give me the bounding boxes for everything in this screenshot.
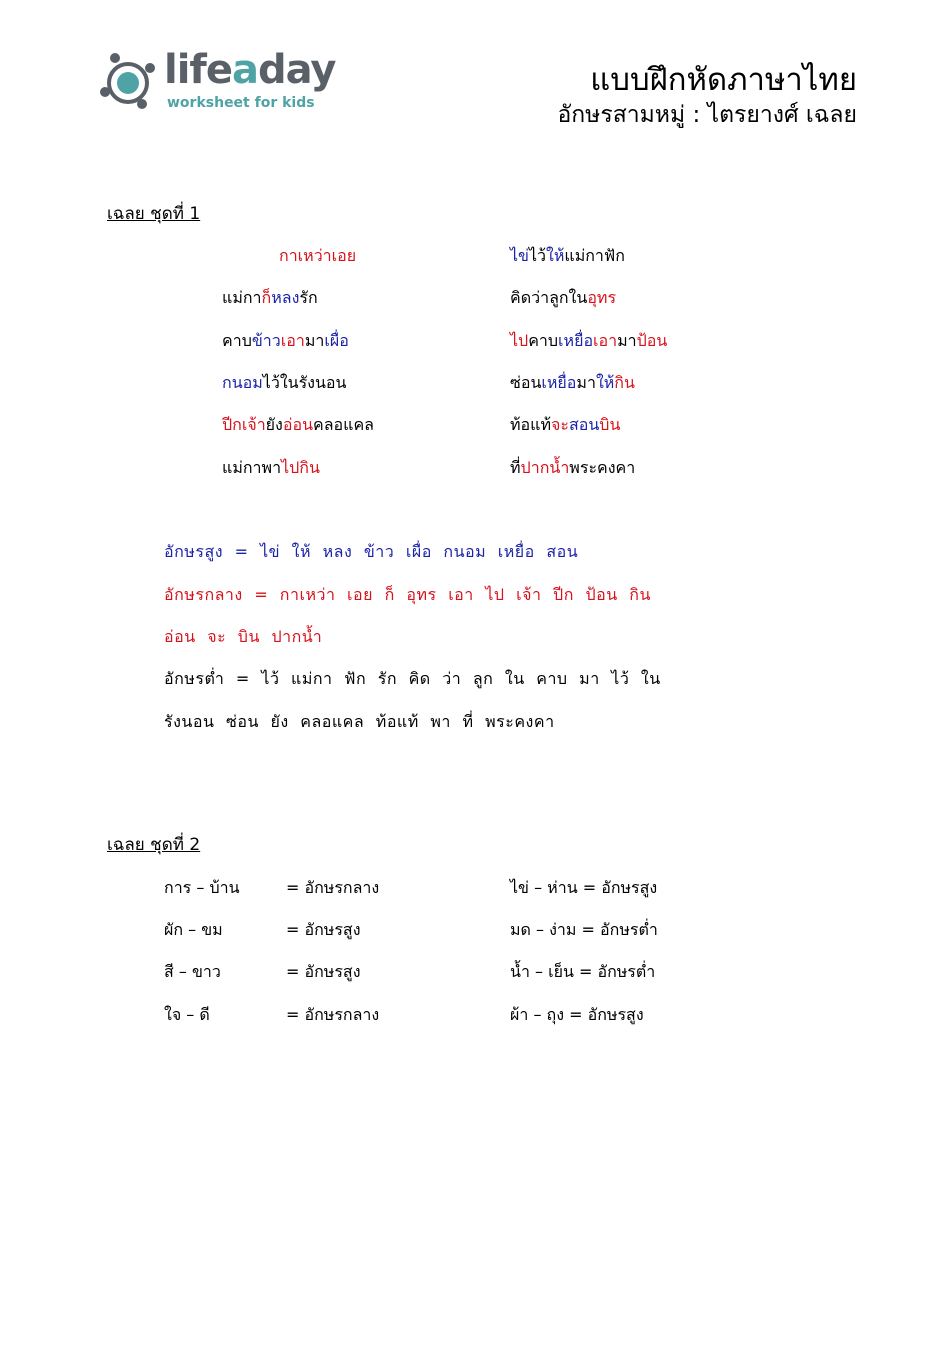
poem-word: เหยื่อ [558, 331, 594, 350]
poem-line-left [279, 245, 356, 267]
pair-right: ไข่ – ห่าน = อักษรสูง [510, 878, 658, 897]
poem-word: บิน [599, 415, 621, 434]
poem-line-right [510, 372, 635, 394]
poem-word: ปีก [222, 415, 242, 434]
poem-word: คาบ [222, 331, 252, 350]
poem-line-right [510, 287, 616, 309]
poem-word: ให้ [595, 373, 615, 392]
poem-word: เหยื่อ [541, 373, 577, 392]
poem-word: แม่กาพา [222, 458, 282, 477]
molecule-logo-icon [98, 50, 160, 114]
poem-word: แม่กาฟัก [564, 246, 625, 265]
summary-line: รังนอน ซ่อน ยัง คลอแคล ท้อแท้ พา ที่ พระคงคา [164, 712, 555, 731]
poem-word: เอา [593, 331, 618, 350]
poem-line-left [222, 287, 318, 309]
poem-word: อ่อน [282, 415, 314, 434]
poem-word: ท้อแท้ [510, 415, 552, 434]
section-2-heading: เฉลย ชุดที่ 2 [107, 835, 201, 855]
summary-line: อักษรกลาง = กาเหว่า เอย ก็ อุทร เอา ไป เจ้า ปีก ป้อน กิน [164, 585, 651, 604]
poem-line-left [222, 414, 374, 436]
poem-word: ไว้ในรังนอน [262, 373, 347, 392]
pair-answer: = อักษรสูง [286, 920, 361, 939]
poem-word: ข้าว [251, 331, 281, 350]
summary-line: อักษรสูง = ไข่ ให้ หลง ข้าว เผื่อ กนอม เหยื่อ สอน [164, 542, 579, 561]
poem-word: คาบ [528, 331, 559, 350]
poem-word: เจ้า [241, 415, 266, 434]
page-title: แบบฝึกหัดภาษาไทย [590, 62, 857, 98]
pair-answer: = อักษรกลาง [286, 1005, 380, 1024]
logo-wordmark: lifeaday [164, 47, 336, 93]
summary-line: อ่อน จะ บิน ปากน้ำ [164, 627, 323, 646]
poem-word: แม่กา [222, 288, 262, 307]
logo-tagline: worksheet for kids [167, 95, 315, 111]
poem-word: กาเหว่าเอย [279, 246, 357, 265]
pair-answer: = อักษรสูง [286, 962, 361, 981]
poem-word: อุทร [587, 288, 617, 307]
poem-word: จะ [551, 415, 569, 434]
poem-word: กนอม [222, 373, 263, 392]
pair-right: น้ำ – เย็น = อักษรต่ำ [510, 962, 656, 981]
pair-answer: = อักษรกลาง [286, 878, 380, 897]
poem-word: คิดว่าลูกใน [510, 288, 588, 307]
poem-word: ไปกิน [281, 458, 320, 477]
poem-word: รัก [299, 288, 318, 307]
pair-word: ผัก – ขม [164, 920, 223, 939]
poem-line-left [222, 372, 346, 394]
poem-word: เผื่อ [324, 331, 349, 350]
poem-word: ป้อน [636, 331, 668, 350]
poem-word: ปากน้ำ [520, 458, 570, 477]
page-subtitle: อักษรสามหมู่ : ไตรยางศ์ เฉลย [557, 102, 857, 128]
poem-word: มา [617, 331, 637, 350]
poem-word: ก็ [261, 288, 272, 307]
poem-line-right [510, 414, 620, 436]
section-1-heading: เฉลย ชุดที่ 1 [107, 204, 201, 224]
poem-word: ไว้ [528, 246, 547, 265]
poem-word: หลง [271, 288, 300, 307]
poem-word: มา [576, 373, 596, 392]
poem-word: คลอแคล [313, 415, 374, 434]
poem-line-left [222, 457, 320, 479]
poem-word: เอา [280, 331, 305, 350]
poem-line-left [222, 330, 349, 352]
pair-right: ผ้า – ถุง = อักษรสูง [510, 1005, 644, 1024]
poem-line-right [510, 245, 625, 267]
poem-word: กิน [614, 373, 635, 392]
poem-word: ยัง [265, 415, 283, 434]
summary-line: อักษรต่ำ = ไว้ แม่กา ฟัก รัก คิด ว่า ลูก ใน คาบ มา ไว้ ใน [164, 669, 661, 688]
poem-word: ไข่ [510, 246, 529, 265]
poem-word: สอน [568, 415, 600, 434]
poem-word: ไป [510, 331, 529, 350]
poem-line-right [510, 330, 667, 352]
lifeaday-logo [98, 47, 338, 120]
pair-word: การ – บ้าน [164, 878, 240, 897]
poem-word: พระคงคา [569, 458, 636, 477]
poem-word: มา [304, 331, 325, 350]
pair-right: มด – ง่าม = อักษรต่ำ [510, 920, 658, 939]
poem-word: ที่ [510, 458, 521, 477]
pair-word: ใจ – ดี [164, 1005, 210, 1024]
poem-word: ให้ [546, 246, 565, 265]
poem-line-right [510, 457, 635, 479]
poem-word: ซ่อน [510, 373, 542, 392]
pair-word: สี – ขาว [164, 962, 221, 981]
